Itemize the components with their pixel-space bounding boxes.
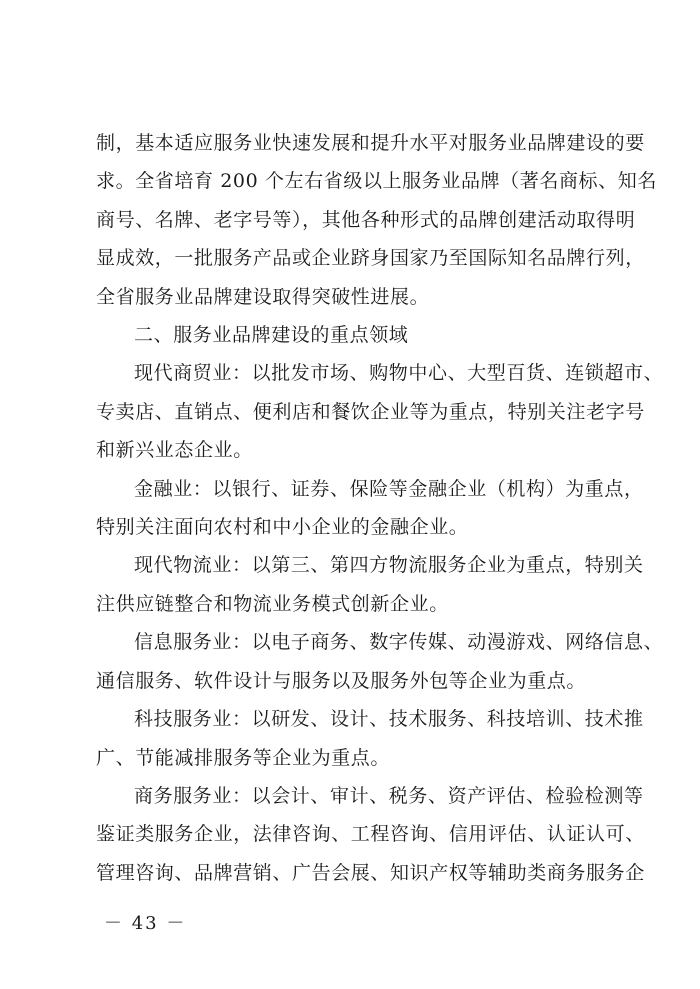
paragraph-finance <box>96 470 644 547</box>
text-line: 特别关注面向农村和中小企业的金融企业。 <box>96 516 469 539</box>
section-heading <box>96 316 616 354</box>
text-line: 管理咨询、品牌营销、广告会展、知识产权等辅助类商务服务企 <box>96 861 645 884</box>
text-line: 通信服务、软件设计与服务以及服务外包等企业为重点。 <box>96 669 587 692</box>
page-number: － 43 － <box>104 913 187 934</box>
text-line: 广、节能减排服务等企业为重点。 <box>96 746 391 769</box>
body-text <box>96 124 664 892</box>
paragraph-business-services <box>96 777 645 892</box>
text-line: 显成效，一批服务产品或企业跻身国家乃至国际知名品牌行列， <box>96 247 645 270</box>
heading-line: 二、服务业品牌建设的重点领域 <box>134 324 409 347</box>
paragraph-logistics <box>96 546 644 623</box>
text-line: 和新兴业态企业。 <box>96 439 253 462</box>
text-line: 金融业：以银行、证券、保险等金融企业（机构）为重点， <box>134 477 644 500</box>
text-line: 全省服务业品牌建设取得突破性进展。 <box>96 285 430 308</box>
text-line: 商号、名牌、老字号等），其他各种形式的品牌创建活动取得明 <box>96 208 636 231</box>
text-line: 商务服务业：以会计、审计、税务、资产评估、检验检测等 <box>134 784 644 807</box>
text-line: 现代商贸业：以批发市场、购物中心、大型百货、连锁超市、 <box>134 362 664 385</box>
paragraph-information <box>96 623 664 700</box>
paragraph-brand-goals <box>96 124 657 316</box>
paragraph-technology <box>96 700 644 777</box>
text-line: 鉴证类服务企业，法律咨询、工程咨询、信用评估、认证认可、 <box>96 823 645 846</box>
text-line: 注供应链整合和物流业务模式创新企业。 <box>96 592 449 615</box>
text-line: 专卖店、直销点、便利店和餐饮企业等为重点，特别关注老字号 <box>96 400 645 423</box>
text-line: 求。全省培育 200 个左右省级以上服务业品牌（著名商标、知名 <box>96 170 657 193</box>
text-line: 信息服务业：以电子商务、数字传媒、动漫游戏、网络信息、 <box>134 631 664 654</box>
text-line: 制，基本适应服务业快速发展和提升水平对服务业品牌建设的要 <box>96 132 645 154</box>
text-line: 科技服务业：以研发、设计、技术服务、科技培训、技术推 <box>134 708 644 731</box>
paragraph-commerce <box>96 354 664 469</box>
text-line: 现代物流业：以第三、第四方物流服务企业为重点，特别关 <box>134 554 644 577</box>
